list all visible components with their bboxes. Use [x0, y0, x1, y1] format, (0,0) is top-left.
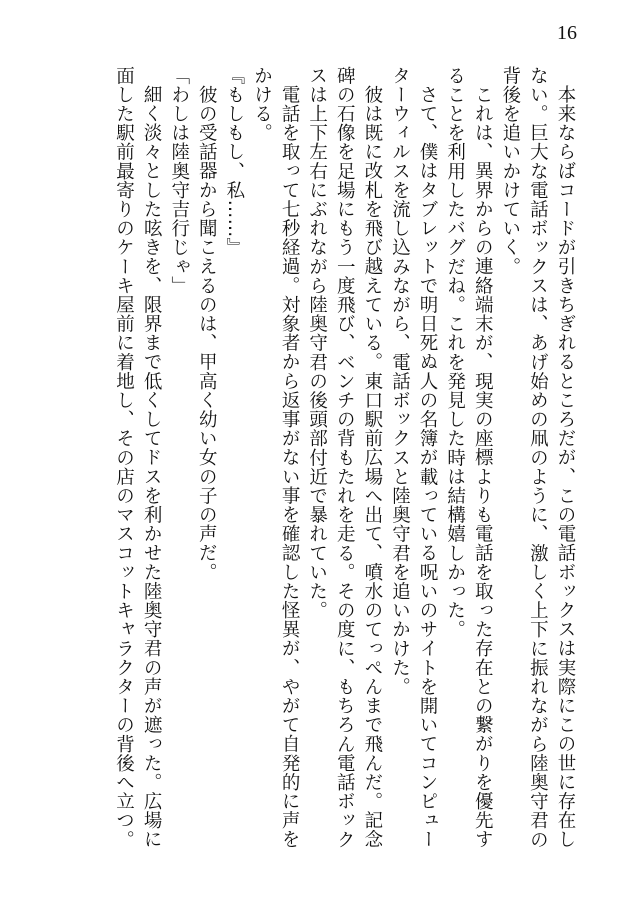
paragraph: 細く淡々とした呟きを、限界まで低くしてドスを利かせた陸奥守君の声が遮った。広場に面した駅前最寄りのケーキ屋前に着地し、その店のマスコットキャラクターの背後へ立つ。 [113, 66, 163, 850]
paragraph: これは、異界からの連絡端末が、現実の座標よりも電話を取った存在との繋がりを優先することを利用したバグだね。これを発見した時は結構嬉しかった。 [444, 66, 494, 849]
paragraph: さて、僕はタブレットで明日死ぬ人の名簿が載っている呪いのサイトを開いてコンピューターウィルスを流し込みながら、電話ボックスと陸奥守君を追いかけた。 [389, 66, 439, 849]
paragraph: 彼は既に改札を飛び越えている。東口駅前広場へ出て、噴水のてっぺんまで飛んだ。記念碑の石像を足場にもう一度飛び、ベンチの背もたれを走る。その度に、もちろん電話ボックスは上下左右にぶれながら陸奥守君の後頭部付近で暴れていた。 [306, 66, 383, 850]
paragraph: 彼の受話器から聞こえるのは、甲高く幼い女の子の声だ。 [196, 84, 218, 582]
paragraph: 本来ならばコードが引きちぎれるところだが、この電話ボックスは実際にこの世に存在しない。巨大な電話ボックスは、あげ始めの凧のように、激しく上下に振れながら陸奥守君の背後を追いかけていく。 [499, 66, 576, 850]
dialogue-line: 『もしもし、私……』 [223, 66, 245, 257]
novel-body-text [49, 66, 579, 866]
page-number: 16 [557, 22, 577, 44]
paragraph: 電話を取って七秒経過。対象者から返事がない事を確認した怪異が、やがて自発的に声をかける。 [251, 66, 301, 849]
dialogue-line: 「わしは陸奥守吉行じゃ」 [168, 66, 190, 296]
